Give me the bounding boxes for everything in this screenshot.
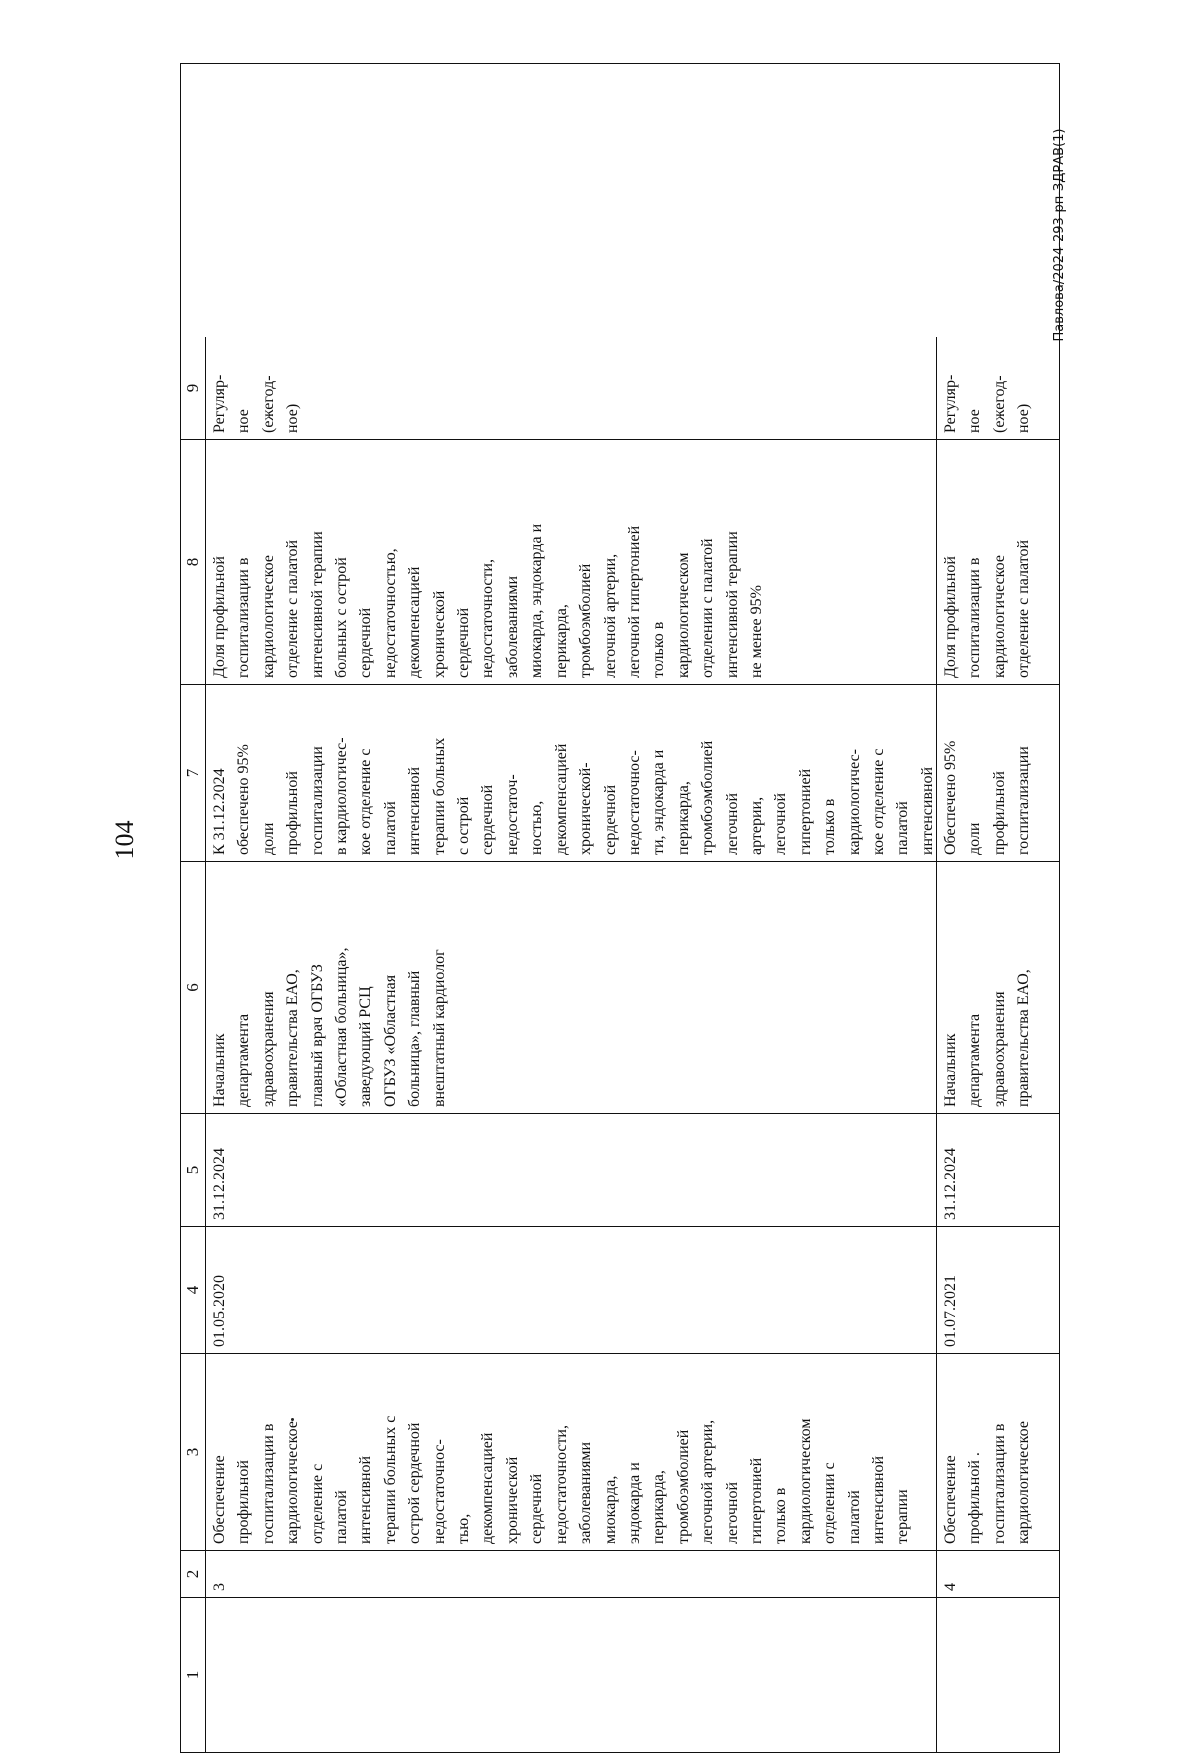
- row-3-indicator: Доля профильной госпитализации в кардиологическое отделение с палатой интенсивной терапии больных с острой сердечной недостаточностью, декомпенсацией хронической сердечной недостаточности, заболеваниями миокарда, эндокарда и перикарда, тромбоэмболией легочной артерии, легочной гипертонией только в кардиологическом отделении с палатой интенсивной терапии не менее 95%: [211, 523, 765, 678]
- column-header-3: 3: [181, 1354, 206, 1550]
- column-header-9: 9: [181, 337, 206, 439]
- row-3-frequency: Регуляр- ное (ежегод- ное): [211, 374, 302, 433]
- column-header-7: 7: [181, 685, 206, 861]
- row-4-indicator: Доля профильной госпитализации в кардиологическое отделение с палатой: [942, 539, 1033, 678]
- column-8: [181, 439, 1059, 684]
- row-3-end-date: 31.12.2024: [211, 1148, 228, 1220]
- column-6: [181, 861, 1059, 1113]
- row-3-responsible: Начальник департамента здравоохранения правительства ЕАО, главный врач ОГБУЗ «Областная больница», заведующий РСЦ ОГБУЗ «Областная больница», главный внештатный кардиолог: [211, 947, 448, 1107]
- column-9: [181, 337, 1059, 439]
- row-4-responsible: Начальник департамента здравоохранения правительства ЕАО,: [942, 969, 1033, 1107]
- column-header-8: 8: [181, 440, 206, 684]
- row-4-start-date: 01.07.2021: [942, 1275, 959, 1347]
- column-header-4: 4: [181, 1227, 206, 1353]
- row-4-end-date: 31.12.2024: [942, 1148, 959, 1220]
- row-3-measure: Обеспечение профильной госпитализации в кардиологическое отделение с палатой интенсивной терапии больных с острой сердечной недостаточнос- тью, декомпенсацией хронической сердечной недостаточности, заболеваниями миокарда, эндокарда и перикарда, тромбоэмболией легочной артерии, легочной гипертонией только в кардиологическом отделении с палатой интенсивной терапии: [211, 1415, 912, 1544]
- row-4-expected-result: Обеспечено 95% доли профильной госпитализации: [942, 740, 1033, 855]
- row-3-number: 3: [211, 1583, 228, 1591]
- column-1: [181, 1597, 1059, 1752]
- row-4-number: 4: [942, 1583, 959, 1591]
- column-5: [181, 1113, 1059, 1226]
- column-header-5: 5: [181, 1114, 206, 1226]
- column-header-6: 6: [181, 862, 206, 1113]
- document-reference: Павлова/2024-293-рп-ЗДРАВ(1): [1052, 128, 1067, 342]
- measures-table: [180, 63, 1060, 1753]
- row-3-expected-result: К 31.12.2024 обеспечено 95% доли профильной госпитализации в кардиологичес- кое отделение с палатой интенсивной терапии больных с острой сердечной недостаточ- ностью, декомпенсацией хронической- сердечной недостаточнос- ти, эндокарда и перикарда, тромбоэмболией легочной артерии, легочной гипертонией только в кардиологичес- кое отделение с палатой интенсивной: [211, 737, 936, 855]
- column-header-1: 1: [181, 1598, 206, 1752]
- column-4: [181, 1226, 1059, 1353]
- row-4-frequency: Регуляр- ное (ежегод- ное): [942, 374, 1033, 433]
- column-2: [181, 1550, 1059, 1597]
- page-number: 104: [110, 820, 139, 860]
- rotated-table-container: [180, 63, 1060, 1753]
- row-4-measure: Обеспечение профильной . госпитализации в кардиологическое: [942, 1421, 1033, 1544]
- column-7: [181, 684, 1059, 861]
- column-header-2: 2: [181, 1551, 206, 1597]
- row-3-col-1: [205, 1598, 936, 1752]
- column-3: [181, 1353, 1059, 1550]
- row-3-start-date: 01.05.2020: [211, 1275, 228, 1347]
- row-4-col-1: [936, 1598, 1059, 1752]
